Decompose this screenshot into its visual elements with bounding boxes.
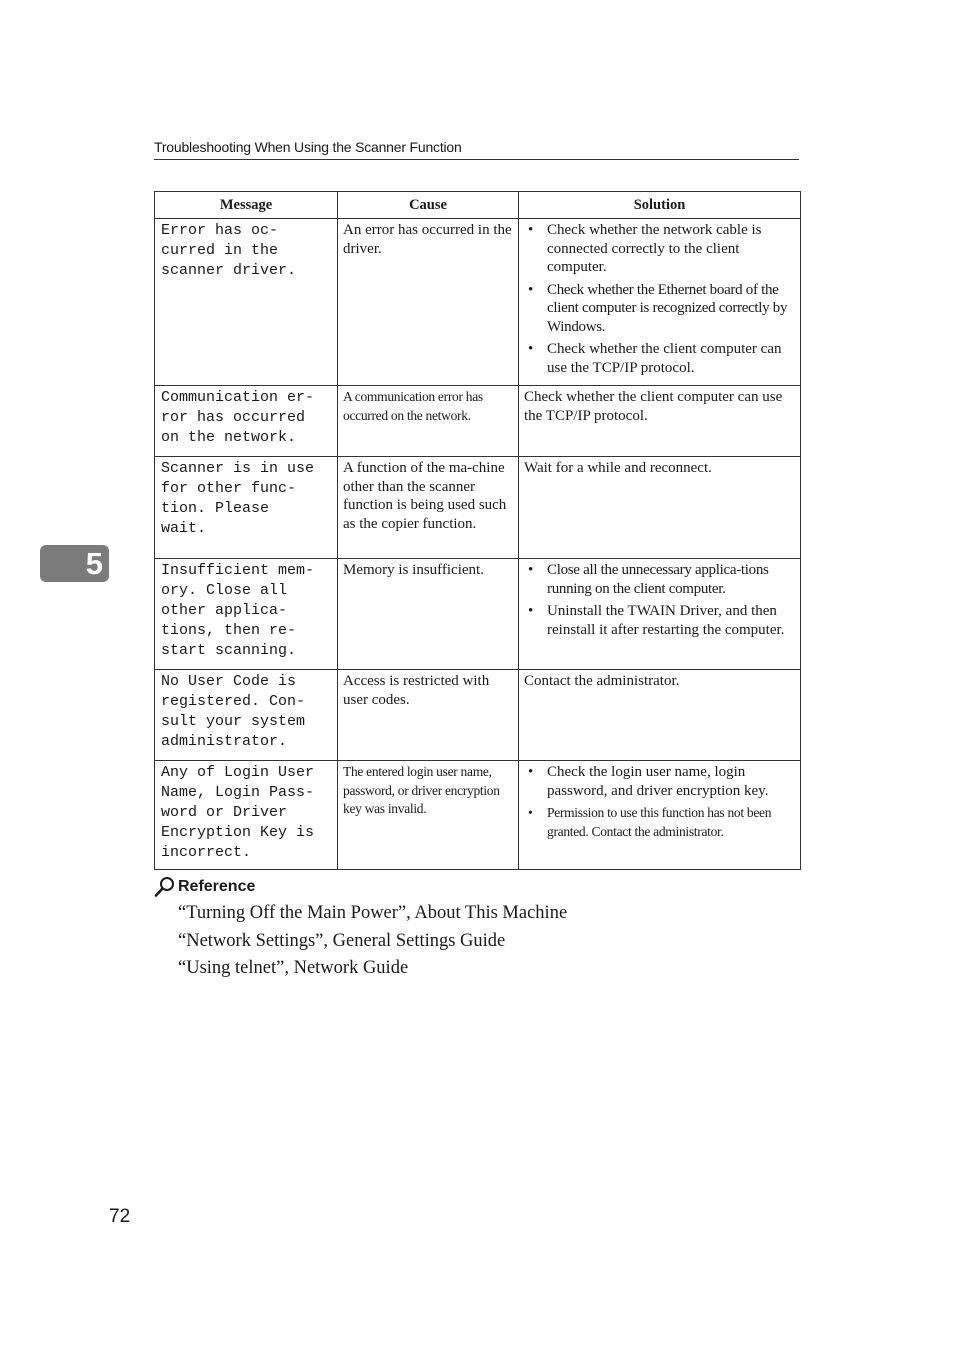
cause-cell: An error has occurred in the driver. xyxy=(338,219,519,386)
reference-item: “Network Settings”, General Settings Guide xyxy=(178,930,506,951)
solution-cell xyxy=(519,761,801,870)
solution-item: • Permission to use this function has not been granted. Contact the administrator. xyxy=(524,804,795,841)
magnifier-icon xyxy=(154,876,176,898)
running-header: Troubleshooting When Using the Scanner Function xyxy=(154,139,799,160)
message-cell: Scanner is in use for other func- tion. Please wait. xyxy=(155,457,338,559)
column-header-message: Message xyxy=(155,192,338,219)
message-cell: Error has oc- curred in the scanner driver. xyxy=(155,219,338,386)
cause-cell: A function of the ma-chine other than the scanner function is being used such as the copier function. xyxy=(338,457,519,559)
solution-item: • Check whether the network cable is connected correctly to the client computer. xyxy=(524,221,795,277)
reference-item: “Turning Off the Main Power”, About This Machine xyxy=(178,903,568,923)
column-header-cause: Cause xyxy=(338,192,519,219)
reference-heading xyxy=(154,876,255,898)
table-row xyxy=(155,559,801,670)
solution-item: • Check the login user name, login password, and driver encryption key. xyxy=(524,763,795,800)
reference-item: “Using telnet”, Network Guide xyxy=(178,958,409,978)
cause-cell: Memory is insufficient. xyxy=(338,559,519,670)
solution-list xyxy=(524,561,795,639)
solution-cell xyxy=(519,559,801,670)
message-cell: Any of Login User Name, Login Pass- word or Driver Encryption Key is incorrect. xyxy=(155,761,338,870)
reference-list xyxy=(178,900,567,983)
table-row xyxy=(155,457,801,559)
reference-title: Reference xyxy=(178,878,256,895)
solution-list xyxy=(524,763,795,841)
cause-cell: The entered login user name, password, or driver encryption key was invalid. xyxy=(338,761,519,870)
solution-item: • Check whether the client computer can use the TCP/IP protocol. xyxy=(524,340,795,377)
chapter-tab xyxy=(40,545,109,582)
column-header-solution: Solution xyxy=(519,192,801,219)
solution-cell: Wait for a while and reconnect. xyxy=(519,457,801,559)
cause-cell: Access is restricted with user codes. xyxy=(338,670,519,761)
table-row xyxy=(155,670,801,761)
solution-cell: Contact the administrator. xyxy=(519,670,801,761)
solution-list xyxy=(524,221,795,377)
message-cell: No User Code is registered. Con- sult your system administrator. xyxy=(155,670,338,761)
solution-item: • Close all the unnecessary applica-tions running on the client computer. xyxy=(524,561,795,598)
message-cell: Communication er- ror has occurred on the network. xyxy=(155,386,338,457)
solution-item: • Check whether the Ethernet board of the client computer is recognized correctly by Windows. xyxy=(524,281,795,337)
troubleshooting-table xyxy=(154,191,801,870)
message-cell: Insufficient mem- ory. Close all other applica- tions, then re- start scanning. xyxy=(155,559,338,670)
page-number: 72 xyxy=(109,1206,131,1227)
solution-cell: Check whether the client computer can use the TCP/IP protocol. xyxy=(519,386,801,457)
chapter-number: 5 xyxy=(85,546,103,581)
solution-item: • Uninstall the TWAIN Driver, and then reinstall it after restarting the computer. xyxy=(524,602,795,639)
table-header-row xyxy=(155,192,801,219)
table-row xyxy=(155,386,801,457)
solution-cell xyxy=(519,219,801,386)
table-row xyxy=(155,219,801,386)
cause-cell: A communication error has occurred on the network. xyxy=(338,386,519,457)
table-row xyxy=(155,761,801,870)
